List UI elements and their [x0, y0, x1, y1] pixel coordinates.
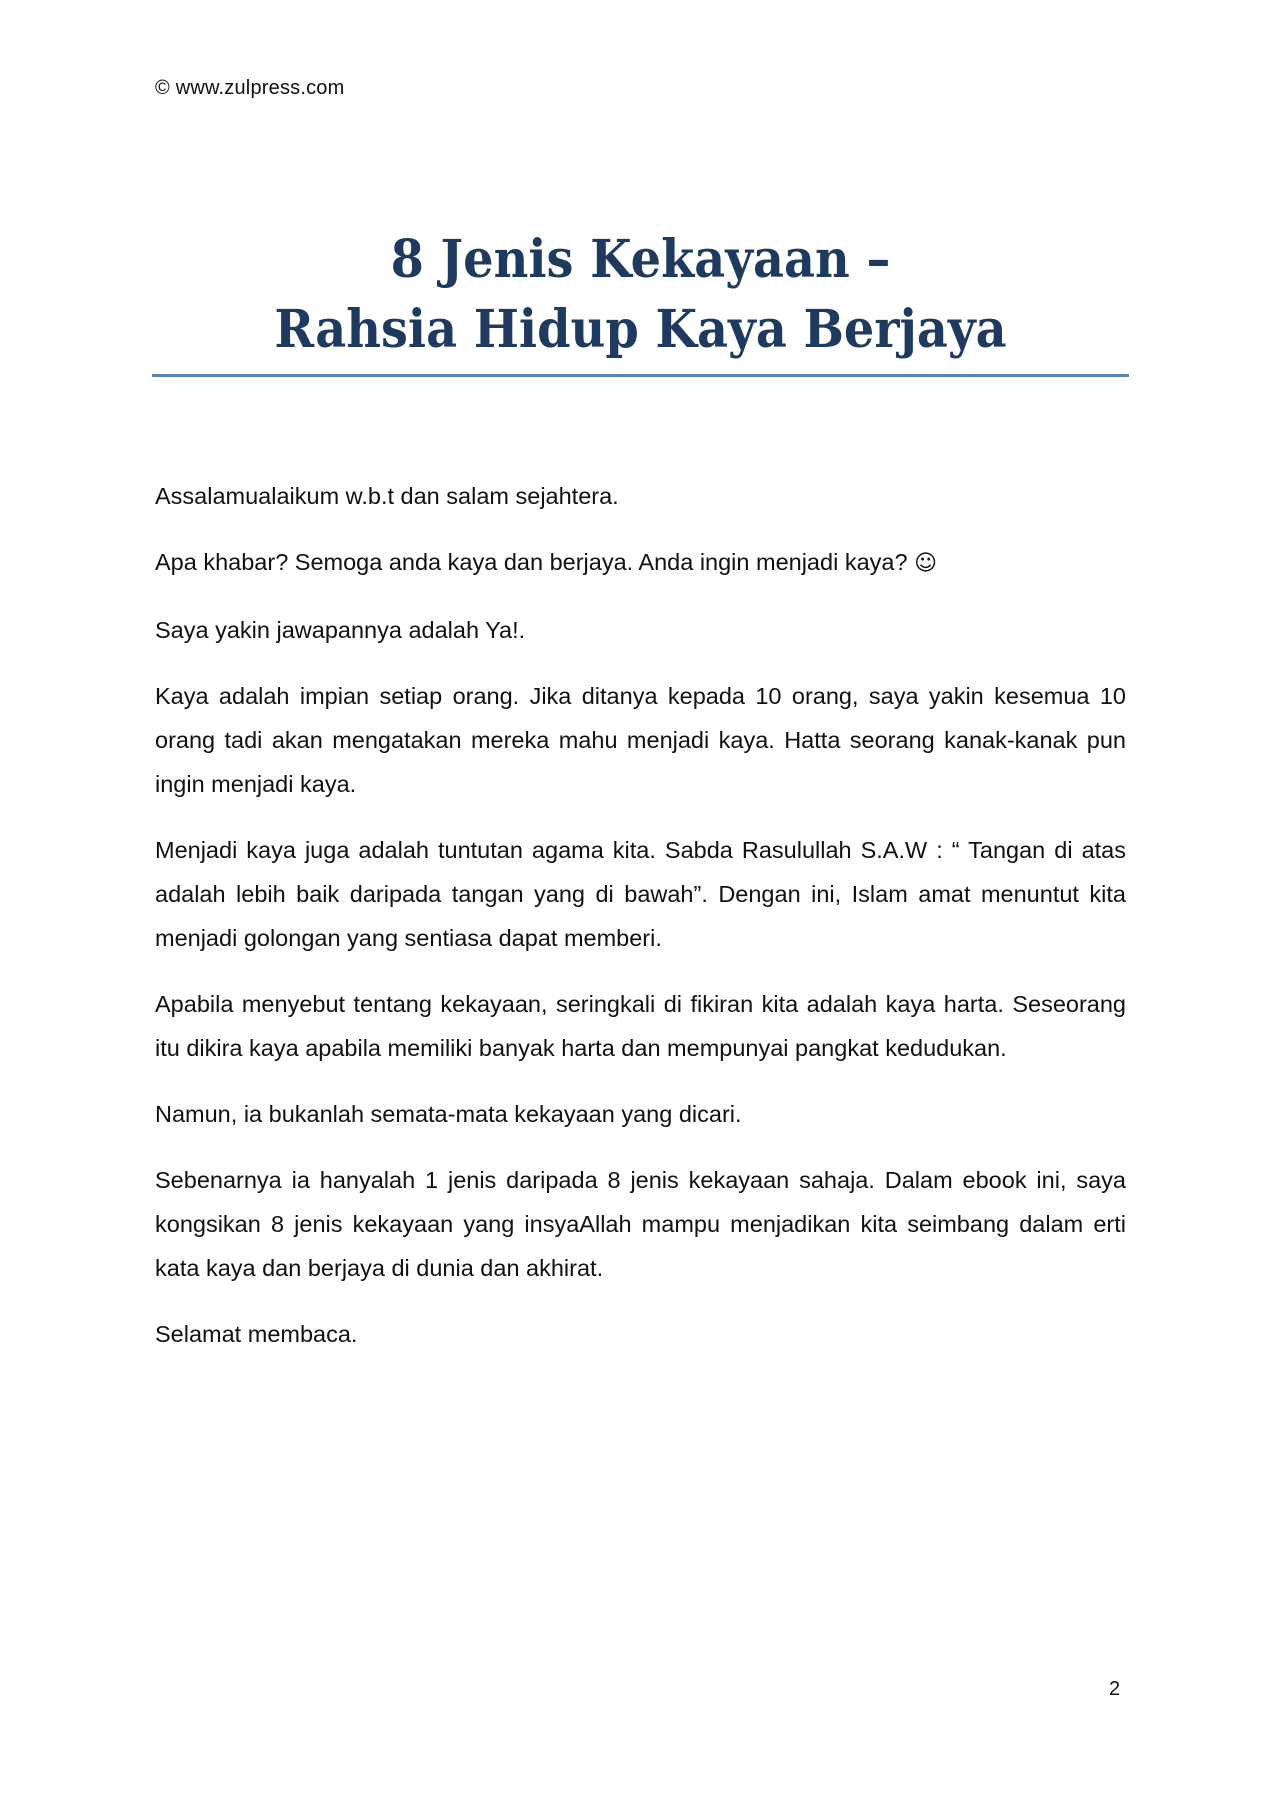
title-underline-divider [152, 374, 1129, 377]
paragraph-ebook-intro: Sebenarnya ia hanyalah 1 jenis daripada 8 jenis kekayaan sahaja. Dalam ebook ini, saya kongsikan 8 jenis kekayaan yang insyaAllah mampu menjadikan kita seimbang dalam erti kata kaya dan berjaya di dunia dan akhirat. [155, 1167, 1126, 1281]
copyright-header: © www.zulpress.com [155, 77, 345, 99]
paragraph-question [155, 540, 1126, 586]
paragraph-answer: Saya yakin jawapannya adalah Ya!. [155, 617, 526, 643]
title-line-1: 8 Jenis Kekayaan – [390, 229, 891, 290]
smiley-icon: ☺ [914, 551, 937, 576]
paragraph-dream: Kaya adalah impian setiap orang. Jika ditanya kepada 10 orang, saya yakin kesemua 10 orang tadi akan mengatakan mereka mahu menjadi kaya. Hatta seorang kanak-kanak pun ingin menjadi kaya. [155, 683, 1126, 797]
paragraph-question-text: Apa khabar? Semoga anda kaya dan berjaya. Anda ingin menjadi kaya? [155, 549, 908, 575]
document-title [152, 225, 1129, 365]
body-content [155, 474, 1126, 1378]
title-line-2: Rahsia Hidup Kaya Berjaya [274, 299, 1007, 360]
paragraph-closing: Selamat membaca. [155, 1321, 358, 1347]
paragraph-wealth: Apabila menyebut tentang kekayaan, seringkali di fikiran kita adalah kaya harta. Seseorang itu dikira kaya apabila memiliki banyak harta dan mempunyai pangkat kedudukan. [155, 991, 1126, 1061]
paragraph-however: Namun, ia bukanlah semata-mata kekayaan yang dicari. [155, 1101, 742, 1127]
paragraph-religion: Menjadi kaya juga adalah tuntutan agama kita. Sabda Rasulullah S.A.W : “ Tangan di atas adalah lebih baik daripada tangan yang di bawah”. Dengan ini, Islam amat menuntut kita menjadi golongan yang sentiasa dapat memberi. [155, 837, 1126, 951]
paragraph-greeting: Assalamualaikum w.b.t dan salam sejahtera. [155, 483, 619, 509]
page-number: 2 [1109, 1678, 1121, 1700]
